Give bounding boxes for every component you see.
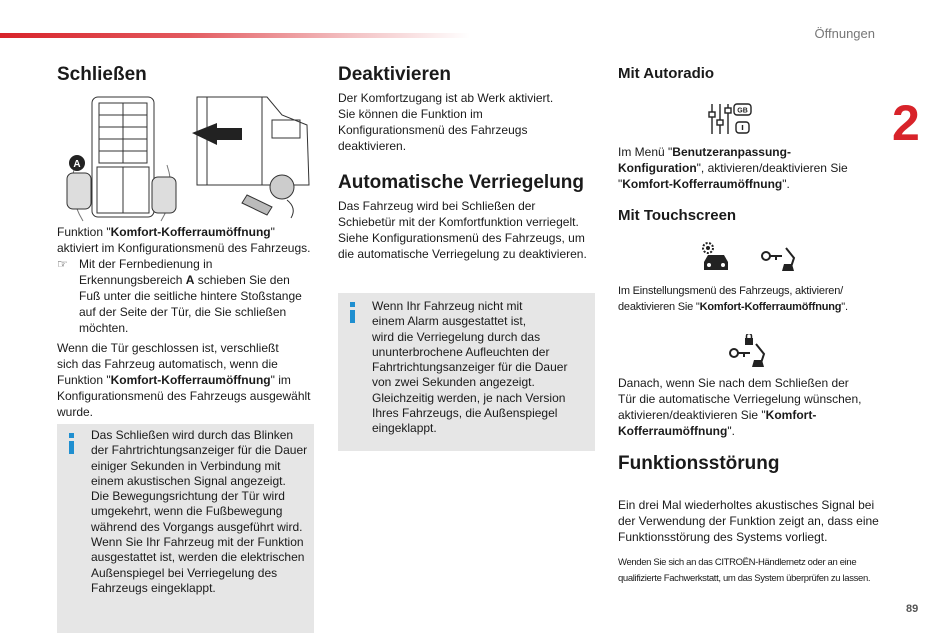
svg-text:GB: GB [737,107,748,115]
svg-text:A: A [73,159,81,170]
info-line: ausgestattet ist, werden die elektrischen [91,550,305,565]
heading-deaktivieren: Deaktivieren [338,64,452,85]
info-line: Fahrtrichtungsanzeiger für die Dauer [372,360,568,375]
hand-pointer-icon: ☞ [57,257,68,271]
info-box-locking [338,293,595,451]
page-number: 89 [906,603,919,615]
section-title: Öffnungen [814,26,875,41]
text-line: die automatische Verriegelung zu deaktivieren. [338,247,587,261]
settings-sliders-icon [708,102,753,136]
text-line: Siehe Konfigurationsmenü des Fahrzeugs, um [338,231,585,245]
lock-key-foot-icon [728,334,772,368]
info-line: während des Vorgangs ausgeführt wird. [91,519,303,534]
text-line: Wenden Sie sich an das CITROËN-Händlernetz oder an eine [618,557,857,568]
text-line: Funktionsstörung des Systems vorliegt. [618,530,828,544]
schliessen-autolock-text: Wenn die Tür geschlossen ist, verschließt sich das Fahrzeug automatisch, wenn die Funktion "Komfort-Kofferraumöffnung" im Konfigurationsmenü des Fahrzeugs ausgewählt wurde. [57,341,311,419]
info-box-locking-text [372,299,594,437]
schliessen-step: ☞ Mit der Fernbedienung in Erkennungsbereich A schieben Sie den Fuß unter die seitliche hintere Stoßstange auf der Seite der Tür, die Sie schließen möchten. [57,257,302,335]
text-line: Der Komfortzugang ist ab Werk aktiviert. [338,91,554,105]
info-box-closing [57,424,314,633]
info-line: der Fahrtrichtungsanzeiger für die Dauer [91,443,308,458]
vehicle-illustration [57,95,315,225]
info-line: Gleichzeitig werden, je nach Version [372,390,566,405]
text-line: der Verwendung der Funktion zeigt an, dass eine [618,514,879,528]
info-line: Ihres Fahrzeugs, die Außenspiegel [372,406,558,421]
fault-dealer-note [618,555,893,587]
heading-mit-autoradio: Mit Autoradio [618,65,715,82]
chapter-number: 2 [892,95,920,151]
info-line: von zwei Sekunden angezeigt. [372,375,535,390]
text-line: qualifizierte Fachwerkstatt, um das System überprüfen zu lassen. [618,573,871,584]
info-line: Fahrzeugs eingeklappt. [91,580,216,595]
heading-schliessen: Schließen [57,64,147,85]
info-line: ununterbrochene Aufleuchten der [372,344,550,359]
info-line: Wenn Sie Ihr Fahrzeug mit der Funktion [91,535,304,550]
text-line: Ein drei Mal wiederholtes akustisches Signal bei [618,498,875,512]
info-line: eingeklappt. [372,421,437,436]
info-line: umgekehrt, wenn die Fußbewegung [91,504,283,519]
info-line: einiger Sekunden in Verbindung mit [91,458,281,473]
info-line: Außenspiegel bei Verriegelung des [91,565,278,580]
text-line: Das Fahrzeug wird bei Schließen der [338,199,536,213]
header-color-bar [0,33,470,38]
after-closing-text: Danach, wenn Sie nach dem Schließen der Tür die automatische Verriegelung wünschen, aktivieren/deaktivieren Sie "Komfort- Kofferraumöffnung". [618,376,862,438]
heading-mit-touchscreen: Mit Touchscreen [618,207,737,224]
info-line: Die Bewegungsrichtung der Tür wird [91,489,285,504]
autoradio-text: Im Menü "Benutzeranpassung- Konfiguration", aktivieren/deaktivieren Sie "Komfort-Kofferraumöffnung". [618,145,848,191]
text-line: Konfigurationsmenü des Fahrzeugs [338,123,528,137]
info-box-closing-text [91,428,313,596]
car-settings-icon [700,240,734,274]
fault-text [618,497,888,545]
touchscreen-text: Im Einstellungsmenü des Fahrzeugs, aktivieren/ deaktivieren Sie "Komfort-Kofferraumöffnung". [618,285,848,313]
schliessen-intro: Funktion "Komfort-Kofferraumöffnung" aktiviert im Konfigurationsmenü des Fahrzeugs. [57,225,311,255]
deaktivieren-text [338,90,593,154]
info-line: einem akustischen Signal angezeigt. [91,473,286,488]
info-line: Das Schließen wird durch das Blinken [91,428,294,442]
heading-funktionsstoerung: Funktionsstörung [618,453,780,474]
info-line: wird die Verriegelung durch das [372,329,541,344]
info-line: einem Alarm ausgestattet ist, [372,314,527,329]
text-line: Sie können die Funktion im [338,107,483,121]
info-line: Wenn Ihr Fahrzeug nicht mit [372,299,523,313]
key-foot-icon [760,244,800,274]
text-line: Schiebetür mit der Komfortfunktion verriegelt. [338,215,579,229]
text-line: deaktivieren. [338,139,407,153]
verriegelung-text [338,198,596,262]
heading-automatische-verriegelung: Automatische Verriegelung [338,172,585,193]
